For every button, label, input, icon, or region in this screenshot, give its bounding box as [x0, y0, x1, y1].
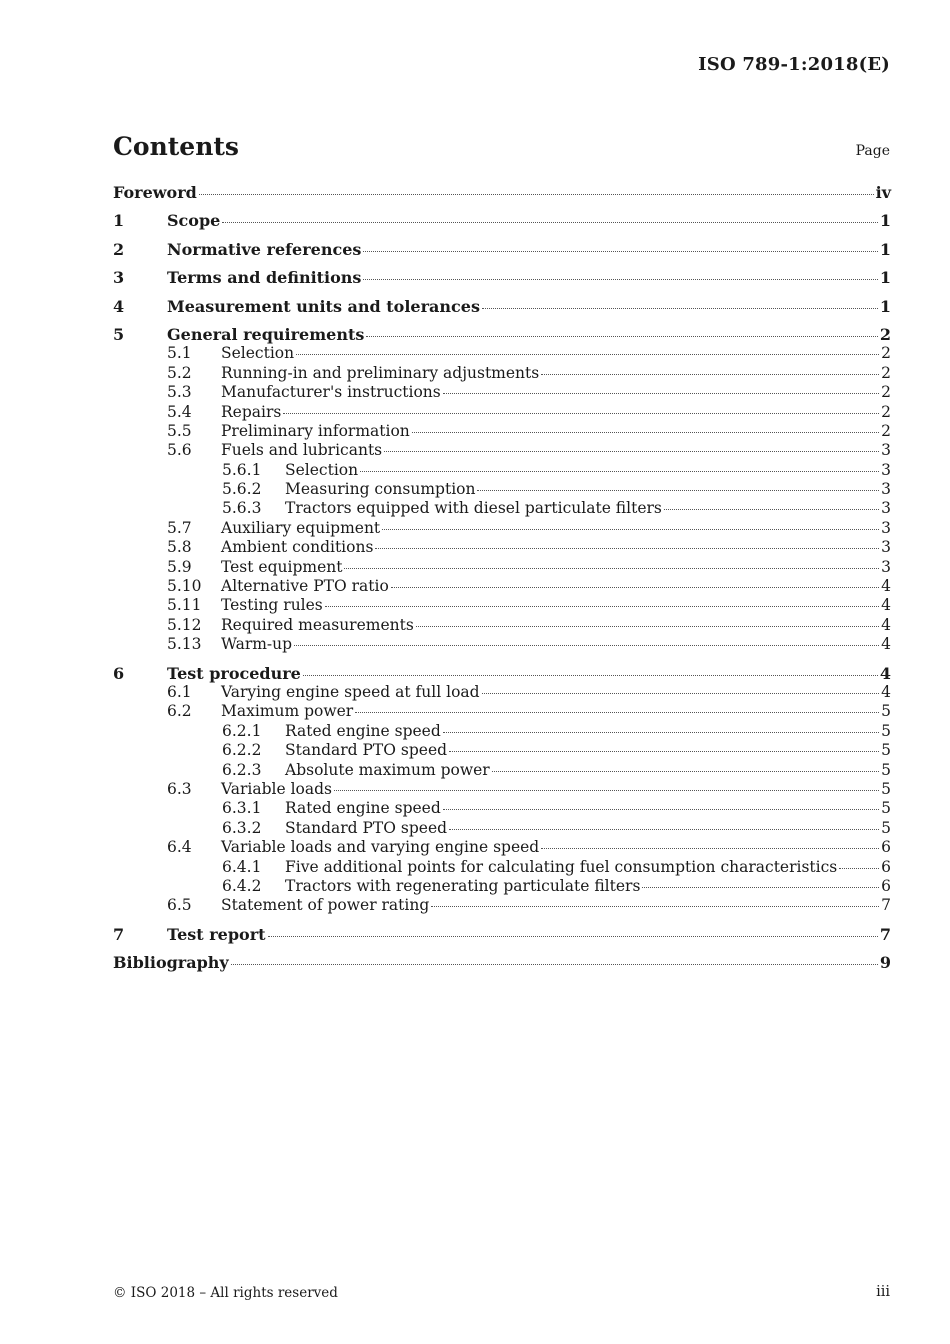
toc-entry[interactable] — [113, 858, 891, 877]
toc-entry[interactable] — [113, 799, 891, 818]
toc-entry-page: 5 — [881, 741, 891, 760]
toc-entry-page: 9 — [879, 953, 891, 973]
toc-entry-number: 2 — [113, 239, 125, 259]
dot-leader — [443, 392, 879, 394]
dot-leader — [303, 674, 878, 676]
toc-entry-title: Testing rules — [221, 596, 323, 615]
toc-entry-number: 5.6 — [167, 441, 192, 460]
toc-entry-number: 5.1 — [167, 344, 192, 363]
toc-entry-number: 6.4.2 — [222, 876, 262, 895]
toc-entry[interactable] — [113, 364, 891, 383]
toc-entry[interactable] — [113, 403, 891, 422]
toc-entry-title: Foreword — [113, 183, 197, 202]
toc-entry-title: Alternative PTO ratio — [221, 577, 389, 596]
toc-entry-page: 1 — [879, 239, 891, 259]
toc-entry[interactable] — [113, 780, 891, 799]
toc-entry[interactable] — [113, 741, 891, 760]
toc-entry[interactable] — [113, 925, 891, 944]
toc-entry[interactable] — [113, 344, 891, 363]
toc-entry-number: 5.9 — [167, 557, 192, 576]
toc-entry-title: Test report — [167, 924, 266, 944]
copyright-footer: © ISO 2018 – All rights reserved — [113, 1285, 338, 1301]
toc-entry-number: 6.3.1 — [222, 799, 262, 818]
dot-leader — [449, 750, 879, 752]
dot-leader — [355, 711, 879, 713]
dot-leader — [360, 470, 879, 472]
toc-entry[interactable] — [113, 616, 891, 635]
toc-entry-number: 5.2 — [167, 363, 192, 382]
toc-entry-page: 7 — [881, 896, 891, 915]
dot-leader — [334, 789, 879, 791]
toc-entry-title: Selection — [221, 344, 295, 363]
toc-entry[interactable] — [113, 325, 891, 344]
dot-leader — [443, 808, 879, 810]
toc-entry[interactable] — [113, 635, 891, 654]
dot-leader — [449, 828, 879, 830]
toc-entry-page: 4 — [881, 635, 891, 654]
toc-entry[interactable] — [113, 441, 891, 460]
toc-entry-number: 6.1 — [167, 682, 192, 701]
toc-entry[interactable] — [113, 519, 891, 538]
toc-entry-number: 5 — [113, 324, 125, 344]
toc-entry-title: General requirements — [167, 324, 365, 344]
toc-entry-page: 1 — [879, 296, 891, 316]
toc-entry-number: 7 — [113, 924, 125, 944]
toc-entry-page: 2 — [881, 344, 891, 363]
toc-entry-page: 3 — [881, 441, 891, 460]
toc-entry[interactable] — [113, 761, 891, 780]
toc-entry[interactable] — [113, 596, 891, 615]
toc-entry-title: Test procedure — [167, 663, 301, 683]
toc-entry-number: 5.8 — [167, 538, 192, 557]
dot-leader — [283, 412, 879, 414]
toc-entry[interactable] — [113, 297, 891, 316]
toc-entry[interactable] — [113, 183, 891, 202]
toc-entry-number: 6.3 — [167, 779, 192, 798]
toc-entry-number: 5.5 — [167, 421, 192, 440]
table-of-contents — [113, 183, 891, 972]
toc-entry-title: Rated engine speed — [285, 721, 441, 740]
dot-leader — [642, 886, 879, 888]
toc-entry-title: Test equipment — [221, 557, 343, 576]
toc-entry[interactable] — [113, 664, 891, 683]
toc-entry-page: 3 — [881, 518, 891, 537]
toc-entry[interactable] — [113, 538, 891, 557]
toc-entry-page: 3 — [881, 557, 891, 576]
toc-entry[interactable] — [113, 838, 891, 857]
toc-entry-page: 2 — [879, 324, 891, 344]
toc-entry-title: Bibliography — [113, 953, 229, 973]
toc-entry-title: Tractors equipped with diesel particulate filters — [285, 499, 662, 518]
toc-entry-title: Measuring consumption — [285, 480, 476, 499]
toc-entry-title: Normative references — [167, 239, 362, 259]
dot-leader — [375, 547, 879, 549]
dot-leader — [664, 508, 879, 510]
dot-leader — [294, 644, 879, 646]
toc-entry-page: 4 — [881, 615, 891, 634]
dot-leader — [325, 605, 879, 607]
toc-entry-number: 5.10 — [167, 577, 202, 596]
toc-entry-page: 6 — [881, 857, 891, 876]
toc-entry-title: Five additional points for calculating fuel consumption characteristics — [285, 857, 838, 876]
toc-entry-number: 4 — [113, 296, 125, 316]
toc-entry-page: 2 — [881, 402, 891, 421]
dot-leader — [541, 373, 879, 375]
toc-entry[interactable] — [113, 558, 891, 577]
toc-entry-number: 6.2 — [167, 702, 192, 721]
dot-leader — [482, 692, 879, 694]
toc-entry-number: 5.11 — [167, 596, 202, 615]
page-column-label: Page — [855, 143, 890, 159]
toc-entry[interactable] — [113, 499, 891, 518]
dot-leader — [231, 963, 878, 965]
toc-entry-page: 2 — [881, 363, 891, 382]
toc-entry-title: Selection — [285, 460, 359, 479]
toc-entry[interactable] — [113, 683, 891, 702]
toc-entry-page: 4 — [881, 682, 891, 701]
toc-entry-number: 6.2.3 — [222, 760, 262, 779]
toc-entry-title: Ambient conditions — [221, 538, 374, 557]
toc-entry-number: 5.6.1 — [222, 460, 262, 479]
toc-entry-title: Preliminary information — [221, 421, 410, 440]
toc-entry[interactable] — [113, 268, 891, 287]
toc-entry[interactable] — [113, 722, 891, 741]
dot-leader — [431, 905, 879, 907]
toc-entry-page: 3 — [881, 538, 891, 557]
toc-entry[interactable] — [113, 577, 891, 596]
dot-leader — [443, 731, 879, 733]
dot-leader — [199, 193, 874, 195]
toc-entry[interactable] — [113, 702, 891, 721]
toc-entry[interactable] — [113, 480, 891, 499]
toc-entry-page: 3 — [881, 480, 891, 499]
toc-entry-number: 5.3 — [167, 383, 192, 402]
toc-entry-title: Statement of power rating — [221, 896, 430, 915]
toc-entry-title: Fuels and lubricants — [221, 441, 383, 460]
toc-entry-title: Standard PTO speed — [285, 818, 448, 837]
toc-entry-title: Varying engine speed at full load — [221, 682, 480, 701]
toc-entry-page: 3 — [881, 460, 891, 479]
toc-entry-title: Variable loads — [221, 779, 333, 798]
toc-entry-page: 5 — [881, 818, 891, 837]
toc-entry[interactable] — [113, 422, 891, 441]
dot-leader — [222, 221, 878, 223]
toc-entry-number: 5.13 — [167, 635, 202, 654]
contents-title: Contents — [113, 132, 240, 161]
toc-entry[interactable] — [113, 461, 891, 480]
toc-entry-page: 2 — [881, 383, 891, 402]
toc-entry-number: 5.7 — [167, 518, 192, 537]
dot-leader — [382, 528, 879, 530]
toc-entry-title: Auxiliary equipment — [221, 518, 381, 537]
toc-entry-title: Terms and definitions — [167, 268, 362, 288]
toc-entry-page: 5 — [881, 779, 891, 798]
toc-entry-title: Manufacturer's instructions — [221, 383, 441, 402]
toc-entry-page: 4 — [881, 577, 891, 596]
toc-entry-number: 6.3.2 — [222, 818, 262, 837]
toc-entry-page: 1 — [879, 268, 891, 288]
dot-leader — [412, 431, 879, 433]
toc-entry[interactable] — [113, 211, 891, 230]
toc-entry-title: Required measurements — [221, 615, 414, 634]
toc-entry-title: Warm-up — [221, 635, 293, 654]
toc-entry-page: 6 — [881, 838, 891, 857]
toc-entry-page: 4 — [879, 663, 891, 683]
dot-leader — [344, 567, 879, 569]
toc-entry-title: Running-in and preliminary adjustments — [221, 363, 540, 382]
toc-entry-page: 5 — [881, 799, 891, 818]
toc-entry-number: 3 — [113, 268, 125, 288]
dot-leader — [363, 250, 877, 252]
toc-entry-page: 6 — [881, 876, 891, 895]
toc-entry-number: 6.4 — [167, 838, 192, 857]
toc-entry-title: Standard PTO speed — [285, 741, 448, 760]
dot-leader — [268, 935, 878, 937]
toc-entry-number: 6.2.1 — [222, 721, 262, 740]
toc-entry-page: 4 — [881, 596, 891, 615]
toc-entry-number: 5.6.3 — [222, 499, 262, 518]
toc-entry[interactable] — [113, 240, 891, 259]
toc-entry-number: 6.4.1 — [222, 857, 262, 876]
dot-leader — [839, 867, 879, 869]
page-number: iii — [876, 1284, 890, 1300]
dot-leader — [296, 353, 879, 355]
toc-entry-title: Maximum power — [221, 702, 354, 721]
toc-entry-number: 5.4 — [167, 402, 192, 421]
dot-leader — [391, 586, 879, 588]
toc-entry-number: 6 — [113, 663, 125, 683]
toc-entry-number: 5.6.2 — [222, 480, 262, 499]
dot-leader — [416, 625, 879, 627]
toc-entry[interactable] — [113, 383, 891, 402]
dot-leader — [363, 278, 877, 280]
toc-entry-page: 7 — [879, 924, 891, 944]
toc-entry-page: 5 — [881, 721, 891, 740]
dot-leader — [541, 847, 879, 849]
dot-leader — [477, 489, 879, 491]
toc-entry-title: Rated engine speed — [285, 799, 441, 818]
toc-entry-number: 6.2.2 — [222, 741, 262, 760]
toc-entry-number: 1 — [113, 211, 125, 231]
toc-entry[interactable] — [113, 819, 891, 838]
toc-entry-title: Scope — [167, 211, 221, 231]
toc-entry-title: Repairs — [221, 402, 282, 421]
toc-entry-title: Variable loads and varying engine speed — [221, 838, 540, 857]
toc-entry-number: 6.5 — [167, 896, 192, 915]
dot-leader — [492, 770, 879, 772]
toc-entry-page: 2 — [881, 421, 891, 440]
dot-leader — [482, 307, 878, 309]
toc-entry-page: 3 — [881, 499, 891, 518]
document-id-header: ISO 789-1:2018(E) — [698, 54, 890, 75]
toc-entry-page: 5 — [881, 702, 891, 721]
toc-entry-number: 5.12 — [167, 615, 202, 634]
toc-entry[interactable] — [113, 953, 891, 972]
toc-entry-title: Tractors with regenerating particulate filters — [285, 876, 641, 895]
toc-entry-page: iv — [875, 183, 891, 202]
toc-entry-title: Measurement units and tolerances — [167, 296, 480, 316]
toc-entry-page: 1 — [879, 211, 891, 231]
toc-entry[interactable] — [113, 877, 891, 896]
toc-entry-title: Absolute maximum power — [285, 760, 490, 779]
toc-entry[interactable] — [113, 896, 891, 915]
dot-leader — [384, 450, 879, 452]
dot-leader — [366, 335, 878, 337]
toc-entry-page: 5 — [881, 760, 891, 779]
